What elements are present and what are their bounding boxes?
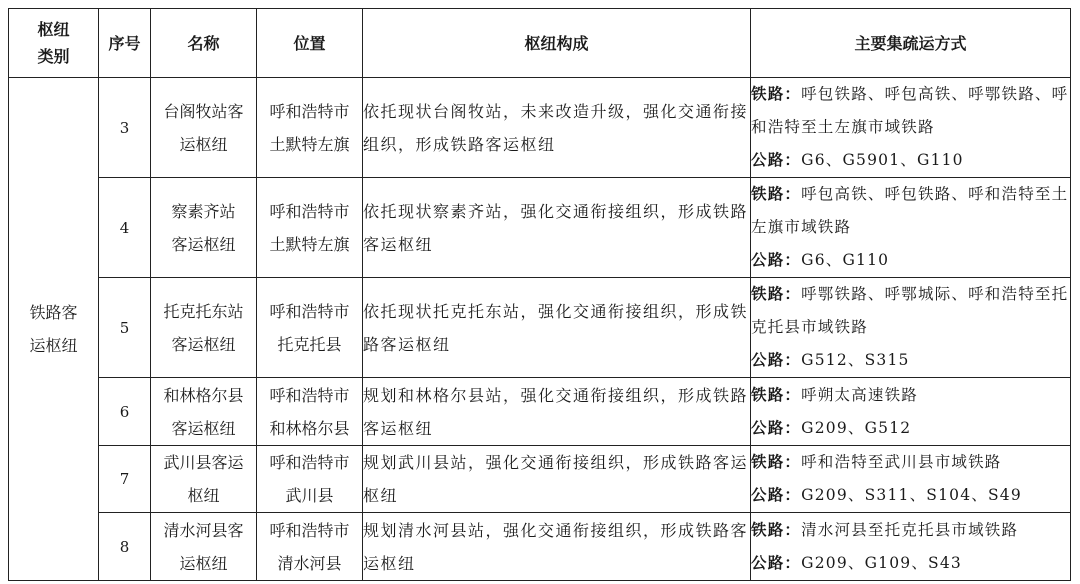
header-name: 名称 [151, 9, 257, 78]
header-row [9, 9, 1071, 78]
road-label: 公路： [751, 251, 802, 269]
rail-line [751, 514, 1070, 547]
header-index: 序号 [99, 9, 151, 78]
rail-line [751, 178, 1070, 244]
row-modes [751, 513, 1071, 581]
row-name-line1: 清水河县客 [163, 520, 244, 540]
rail-label: 铁路： [751, 520, 802, 539]
row-modes [751, 78, 1071, 178]
category-line1: 铁路客 [29, 303, 78, 322]
row-modes [751, 178, 1071, 278]
row-location [257, 278, 363, 378]
rail-value: 呼包高铁、呼包铁路、呼和浩特至土左旗市域铁路 [751, 185, 1069, 236]
row-name-line2: 客运枢纽 [171, 334, 236, 354]
row-location [257, 378, 363, 446]
row-name-line1: 托克托东站 [163, 301, 244, 321]
rail-line [751, 78, 1070, 144]
row-index: 7 [99, 446, 151, 513]
rail-line [751, 446, 1070, 479]
road-label: 公路： [751, 151, 802, 169]
row-location-line2: 武川县 [285, 486, 334, 505]
row-location-line2: 和林格尔县 [269, 418, 350, 438]
row-index: 3 [99, 78, 151, 178]
row-location-line2: 土默特左旗 [269, 134, 350, 154]
table-row [9, 513, 1071, 581]
row-name-line1: 和林格尔县 [163, 385, 244, 405]
row-name-line2: 运枢纽 [179, 553, 228, 573]
rail-label: 铁路： [751, 385, 802, 404]
header-category-line1: 枢纽 [37, 20, 70, 39]
road-value: G209、G109、S43 [801, 553, 962, 572]
row-location-line1: 呼和浩特市 [269, 453, 350, 472]
row-location-line2: 土默特左旗 [269, 234, 350, 254]
row-name [151, 78, 257, 178]
road-value: G209、G512 [801, 418, 912, 437]
row-location-line1: 呼和浩特市 [269, 385, 350, 405]
table-row [9, 278, 1071, 378]
row-index: 5 [99, 278, 151, 378]
row-name [151, 378, 257, 446]
rail-value: 呼鄂铁路、呼鄂城际、呼和浩特至托克托县市域铁路 [751, 285, 1069, 336]
header-composition: 枢纽构成 [363, 9, 751, 78]
row-name-line2: 客运枢纽 [171, 234, 236, 254]
row-name [151, 513, 257, 581]
row-composition: 依托现状察素齐站，强化交通衔接组织，形成铁路客运枢纽 [363, 178, 751, 278]
row-modes [751, 378, 1071, 446]
rail-value: 呼和浩特至武川县市域铁路 [801, 453, 1002, 471]
row-name [151, 446, 257, 513]
row-name [151, 178, 257, 278]
row-name-line1: 察素齐站 [171, 201, 236, 221]
row-modes [751, 446, 1071, 513]
road-line [751, 344, 1070, 377]
row-index: 4 [99, 178, 151, 278]
header-category-line2: 类别 [37, 47, 70, 66]
table-row [9, 378, 1071, 446]
row-composition: 依托现状托克托东站，强化交通衔接组织，形成铁路客运枢纽 [363, 278, 751, 378]
row-composition: 规划和林格尔县站，强化交通衔接组织，形成铁路客运枢纽 [363, 378, 751, 446]
rail-value: 呼朔太高速铁路 [801, 385, 919, 404]
road-line [751, 144, 1070, 177]
row-name-line2: 枢纽 [187, 486, 220, 505]
road-value: G209、S311、S104、S49 [801, 486, 1022, 504]
row-index: 6 [99, 378, 151, 446]
road-label: 公路： [751, 486, 802, 504]
rail-value: 呼包铁路、呼包高铁、呼鄂铁路、呼和浩特至土左旗市域铁路 [751, 85, 1069, 136]
road-label: 公路： [751, 351, 802, 369]
rail-line [751, 278, 1070, 344]
row-location-line1: 呼和浩特市 [269, 201, 350, 221]
row-location [257, 513, 363, 581]
row-location-line1: 呼和浩特市 [269, 520, 350, 540]
row-location [257, 446, 363, 513]
row-composition: 规划清水河县站，强化交通衔接组织，形成铁路客运枢纽 [363, 513, 751, 581]
rail-value: 清水河县至托克托县市域铁路 [801, 520, 1019, 539]
row-location [257, 78, 363, 178]
row-location-line2: 托克托县 [277, 334, 342, 354]
hub-table [8, 8, 1071, 581]
rail-label: 铁路： [751, 453, 802, 471]
road-value: G6、G5901、G110 [801, 151, 964, 169]
row-name-line2: 运枢纽 [179, 134, 228, 154]
table-row [9, 178, 1071, 278]
road-label: 公路： [751, 553, 802, 572]
row-modes [751, 278, 1071, 378]
header-location: 位置 [257, 9, 363, 78]
row-composition: 依托现状台阁牧站，未来改造升级，强化交通衔接组织，形成铁路客运枢纽 [363, 78, 751, 178]
rail-label: 铁路： [751, 85, 802, 103]
table-row [9, 78, 1071, 178]
rail-label: 铁路： [751, 185, 802, 203]
row-location [257, 178, 363, 278]
header-modes: 主要集疏运方式 [751, 9, 1071, 78]
row-name-line1: 台阁牧站客 [163, 101, 244, 121]
header-category [9, 9, 99, 78]
road-line [751, 244, 1070, 277]
rail-label: 铁路： [751, 285, 802, 303]
row-name [151, 278, 257, 378]
rail-line [751, 379, 1070, 412]
category-line2: 运枢纽 [29, 336, 78, 355]
row-location-line2: 清水河县 [277, 553, 342, 573]
road-value: G6、G110 [801, 251, 890, 269]
road-line [751, 547, 1070, 580]
row-name-line2: 客运枢纽 [171, 418, 236, 438]
row-location-line1: 呼和浩特市 [269, 301, 350, 321]
table-row [9, 446, 1071, 513]
road-line [751, 412, 1070, 445]
road-line [751, 479, 1070, 512]
row-composition: 规划武川县站，强化交通衔接组织，形成铁路客运枢纽 [363, 446, 751, 513]
row-index: 8 [99, 513, 151, 581]
row-name-line1: 武川县客运 [163, 453, 244, 472]
category-cell [9, 78, 99, 581]
row-location-line1: 呼和浩特市 [269, 101, 350, 121]
road-value: G512、S315 [801, 351, 910, 369]
road-label: 公路： [751, 418, 802, 437]
